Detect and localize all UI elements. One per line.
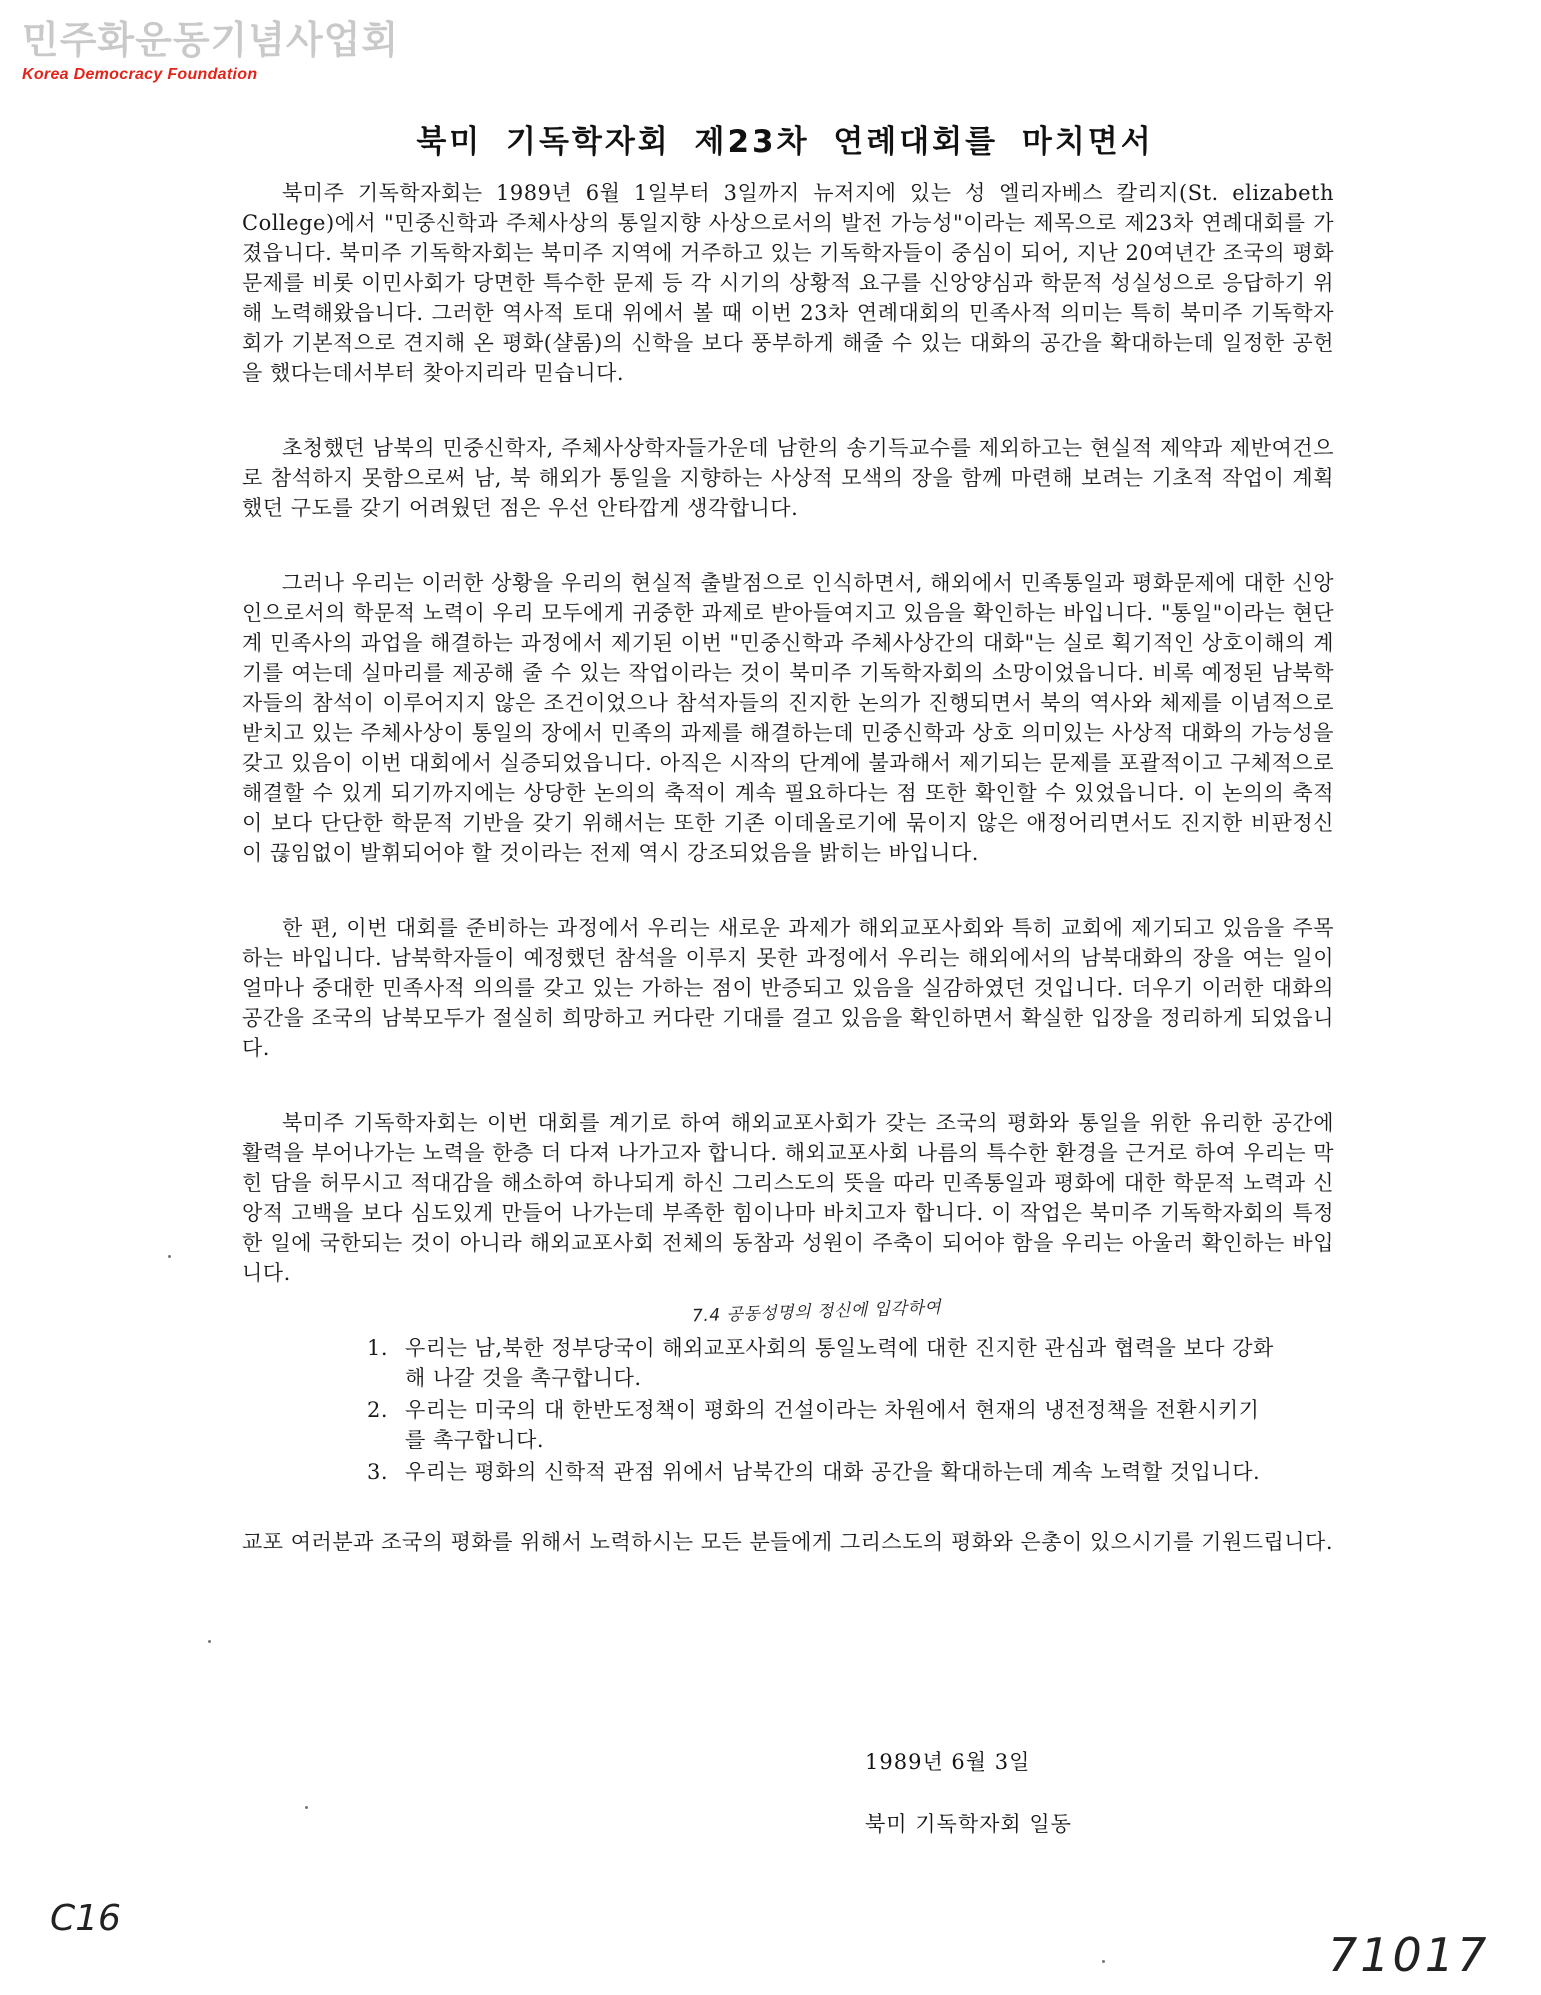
paragraph-commitment: 북미주 기독학자회는 이번 대회를 계기로 하여 해외교포사회가 갖는 조국의 평화와 통일을 위한 유리한 공간에 활력을 부어나가는 노력을 한층 더 다져 나가고자 합니다. 해외교포사회 나름의 특수한 환경을 근거로 하여 우리는 막힌 담을 허무시고 적대감을 해소하여 하나되게 하신 그리스도의 뜻을 따라 민족통일과 평화에 대한 학문적 노력과 신앙적 고백을 보다 심도있게 만들어 나가는데 부족한 힘이나마 바치고자 합니다. 이 작업은 북미주 기독학자회의 특정한 일에 국한되는 것이 아니라 해외교포사회 전체의 동참과 성원이 주축이 되어야 함을 우리는 아울러 확인하는 바입니다.: [242, 1111, 1334, 1285]
resolution-text: 우리는 미국의 대 한반도정책이 평화의 건설이라는 차원에서 현재의 냉전정책을 전환시키기를 촉구합니다.: [405, 1398, 1260, 1452]
closing-blessing: 교포 여러분과 조국의 평화를 위해서 노력하시는 모든 분들에게 그리스도의 평화와 은총이 있으시기를 기원드립니다.: [242, 1530, 1334, 1554]
resolution-list: [242, 1297, 1334, 1487]
scan-speck: [305, 1806, 308, 1809]
document-signature: 북미 기독학자회 일동: [865, 1812, 1072, 1836]
scan-speck: [168, 1255, 171, 1258]
resolution-number: 3.: [367, 1460, 389, 1484]
resolution-number: 2.: [367, 1398, 389, 1422]
foundation-watermark: [22, 18, 399, 84]
handwritten-insert: 7.4 공동성명의 정신에 입각하여: [691, 1297, 942, 1327]
resolution-item: [367, 1333, 1334, 1393]
paragraph-intro: 북미주 기독학자회는 1989년 6월 1일부터 3일까지 뉴저지에 있는 성 엘리자베스 칼리지(St. elizabeth College)에서 "민중신학과 주체사상의 통일지향 사상으로서의 발전 가능성"이라는 제목으로 제23차 연례대회를 가졌읍니다. 북미주 기독학자회는 북미주 지역에 거주하고 있는 기독학자들이 중심이 되어, 지난 20여년간 조국의 평화문제를 비롯 이민사회가 당면한 특수한 문제 등 각 시기의 상황적 요구를 신앙양심과 학문적 성실성으로 응답하기 위해 노력해왔읍니다. 그러한 역사적 토대 위에서 볼 때 이번 23차 연례대회의 민족사적 의미는 특히 북미주 기독학자회가 기본적으로 견지해 온 평화(샬롬)의 신학을 보다 풍부하게 해줄 수 있는 대화의 공간을 확대하는데 일정한 공헌을 했다는데서부터 찾아지리라 믿습니다.: [242, 181, 1334, 385]
resolution-item: [367, 1457, 1334, 1487]
margin-mark-right: 71017: [1328, 1928, 1490, 1982]
resolution-number: 1.: [367, 1336, 389, 1360]
watermark-korean: 민주화운동기념사업회: [22, 18, 400, 62]
document-body: [242, 178, 1334, 1557]
paragraph-new-task: 한 편, 이번 대회를 준비하는 과정에서 우리는 새로운 과제가 해외교포사회와 특히 교회에 제기되고 있음을 주목하는 바입니다. 남북학자들이 예정했던 참석을 이루지 못한 과정에서 우리는 해외에서의 남북대화의 장을 여는 일이 얼마나 중대한 민족사적 의의를 갖고 있는 가하는 점이 반증되고 있음을 실감하였던 것입니다. 더우기 이러한 대화의 공간을 조국의 남북모두가 절실히 희망하고 커다란 기대를 걸고 있음을 확인하면서 확실한 입장을 정리하게 되었읍니다.: [242, 916, 1334, 1060]
paragraph-dialogue: 그러나 우리는 이러한 상황을 우리의 현실적 출발점으로 인식하면서, 해외에서 민족통일과 평화문제에 대한 신앙인으로서의 학문적 노력이 우리 모두에게 귀중한 과제로 받아들여지고 있음을 확인하는 바입니다. "통일"이라는 현단계 민족사의 과업을 해결하는 과정에서 제기된 이번 "민중신학과 주체사상간의 대화"는 실로 획기적인 상호이해의 계기를 여는데 실마리를 제공해 줄 수 있는 작업이라는 것이 북미주 기독학자회의 소망이었읍니다. 비록 예정된 남북학자들의 참석이 이루어지지 않은 조건이었으나 참석자들의 진지한 논의가 진행되면서 북의 역사와 체제를 이념적으로 받치고 있는 주체사상이 통일의 장에서 민족의 과제를 해결하는데 민중신학과 상호 의미있는 사상적 대화의 가능성을 갖고 있음이 이번 대회에서 실증되었읍니다. 아직은 시작의 단계에 불과해서 제기되는 문제를 포괄적이고 구체적으로 해결할 수 있게 되기까지에는 상당한 논의의 축적이 계속 필요하다는 점 또한 확인할 수 있었읍니다. 이 논의의 축적이 보다 단단한 학문적 기반을 갖기 위해서는 또한 기존 이데올로기에 묶이지 않은 애정어리면서도 진지한 비판정신이 끊임없이 발휘되어야 할 것이라는 전제 역시 강조되었음을 밝히는 바입니다.: [242, 571, 1334, 865]
scan-speck: [1102, 1960, 1105, 1963]
document-title: 북미 기독학자회 제23차 연례대회를 마치면서: [416, 124, 1154, 160]
resolution-text: 우리는 남,북한 정부당국이 해외교포사회의 통일노력에 대한 진지한 관심과 협력을 보다 강화해 나갈 것을 촉구합니다.: [405, 1336, 1274, 1390]
resolution-text: 우리는 평화의 신학적 관점 위에서 남북간의 대화 공간을 확대하는데 계속 노력할 것입니다.: [405, 1460, 1261, 1484]
watermark-english: Korea Democracy Foundation: [22, 66, 258, 83]
scan-speck: [208, 1640, 211, 1643]
resolution-item: [367, 1395, 1334, 1455]
margin-mark-left: C16: [50, 1898, 121, 1939]
document-date: 1989년 6월 3일: [865, 1750, 1031, 1774]
paragraph-invitation: 초청했던 남북의 민중신학자, 주체사상학자들가운데 남한의 송기득교수를 제외하고는 현실적 제약과 제반여건으로 참석하지 못함으로써 남, 북 해외가 통일을 지향하는 사상적 모색의 장을 함께 마련해 보려는 기초적 작업이 계획했던 구도를 갖기 어려웠던 점은 우선 안타깝게 생각합니다.: [242, 436, 1334, 520]
